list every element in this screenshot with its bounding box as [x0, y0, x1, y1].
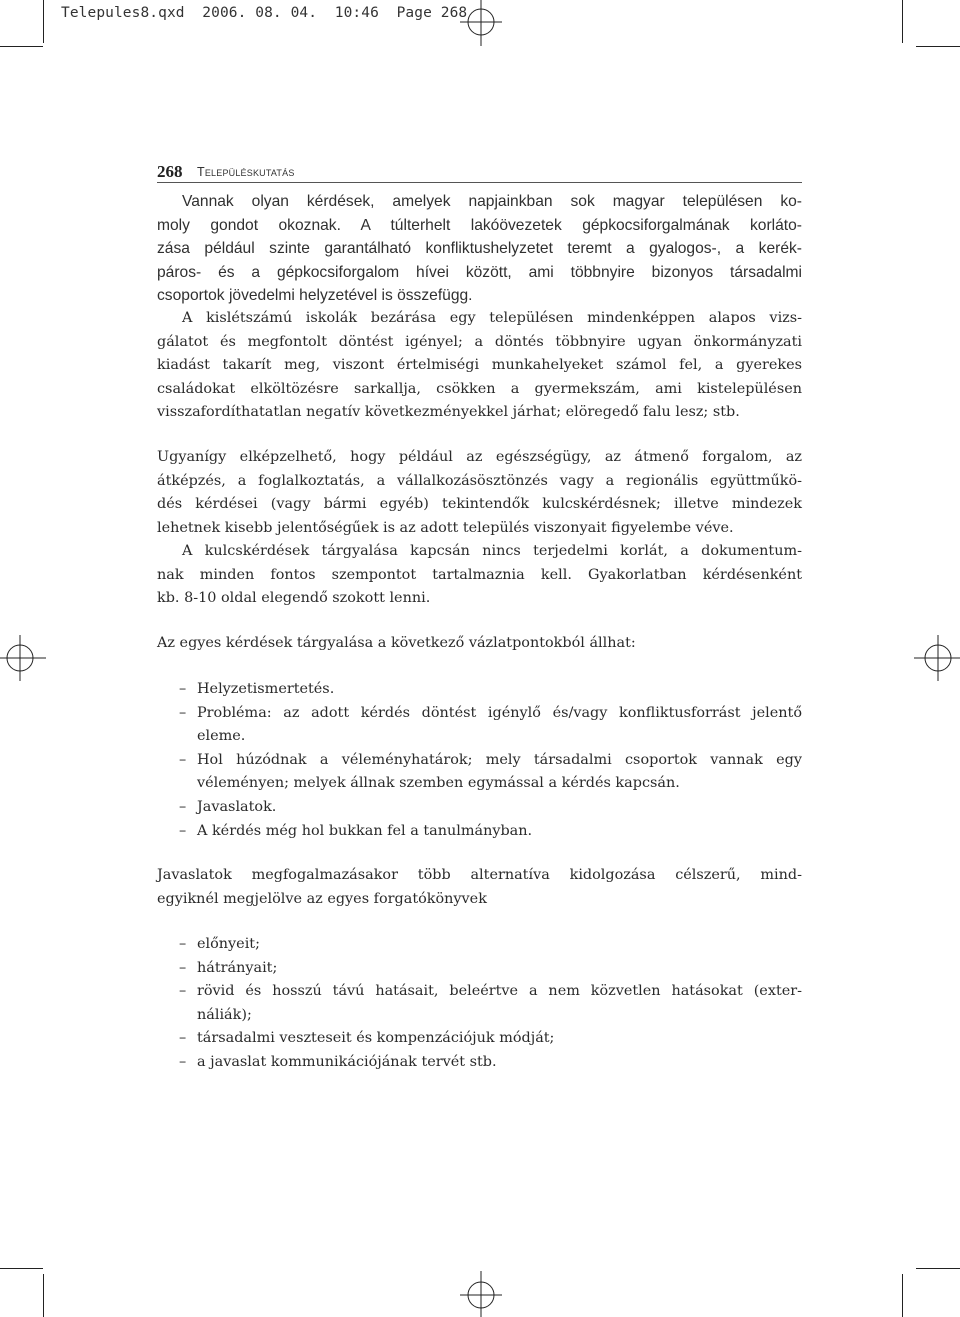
text-line: csoportok jövedelmi helyzetével is összefügg.: [157, 287, 473, 305]
crop-mark-bottom-left-v: [43, 1274, 44, 1317]
list-item-text: Javaslatok.: [197, 798, 277, 815]
list-item-line: [157, 702, 802, 726]
text-line: nak minden fontos szempontot tartalmaznia kell. Gyakorlatban kérdésenként: [157, 566, 802, 583]
dash-bullet: –: [179, 1053, 187, 1070]
text-line: gálatot és megfontolt döntést igényel; a döntés többnyire ugyan önkormányzati: [157, 333, 802, 350]
text-line: Vannak olyan kérdések, amelyek napjainkban sok magyar településen ko-: [182, 193, 802, 210]
text-line: dés kérdései (vagy bármi egyéb) tekintendők kulcskérdésnek; illetve mindezek: [157, 496, 802, 513]
list-item-line: [157, 1027, 802, 1051]
list-2-intro: [157, 864, 802, 911]
list-item: [157, 1051, 802, 1075]
list-item: [157, 796, 802, 820]
text-line: Javaslatok megfogalmazásakor több alternatíva kidolgozása célszerű, mind-: [157, 867, 802, 883]
crop-mark-bottom-right-v: [902, 1274, 903, 1317]
paragraph-2: [157, 307, 802, 425]
list-item-line: [157, 933, 802, 957]
text-line: A kulcskérdések tárgyalása kapcsán nincs terjedelmi korlát, a dokumentum-: [182, 543, 802, 559]
registration-mark-left: [0, 635, 46, 681]
list-item-text: a javaslat kommunikációjának tervét stb.: [197, 1053, 497, 1070]
dash-bullet: –: [179, 1030, 187, 1047]
text-line: kb. 8-10 oldal elegendő szokott lenni.: [157, 590, 431, 607]
list-item-line: [157, 1051, 802, 1075]
list-item-text: hátrányait;: [197, 959, 278, 976]
slug-page: Page 268: [396, 5, 468, 21]
list-item-line: eleme.: [197, 728, 246, 745]
crop-mark-top-left-v: [43, 0, 44, 43]
text-line: moly gondot okoznak. A túlterhelt lakóövezetek gépkocsiforgalmának korláto-: [157, 216, 802, 234]
slug-date: 2006. 08. 04.: [202, 5, 318, 21]
list-item-line: náliák);: [197, 1006, 252, 1023]
text-line: páros- és a gépkocsiforgalom hívei között, ami többnyire bizonyos társadalmi: [157, 263, 802, 281]
list-item: [157, 820, 802, 844]
dash-bullet: –: [179, 822, 187, 839]
list-item: [157, 678, 802, 702]
list-item-line: [157, 678, 802, 702]
dash-bullet: –: [179, 681, 187, 697]
dash-bullet: –: [179, 936, 187, 952]
list-1: [157, 678, 802, 843]
list-item: [157, 933, 802, 957]
printer-slug: [61, 5, 467, 21]
list-item-text: társadalmi veszteseit és kompenzációjuk módját;: [197, 1030, 555, 1047]
paragraph-1: [157, 190, 802, 308]
text-line: A kislétszámú iskolák bezárása egy településen mindenképpen alapos vizs-: [182, 310, 802, 326]
crop-mark-top-right-v: [902, 0, 903, 43]
text-line: Ugyanígy elképzelhető, hogy például az egészségügy, az átmenő forgalom, az: [157, 449, 802, 465]
text-line: zása például szinte garantálható konfliktushelyzetet teremt a gyalogos-, a kerék-: [157, 240, 802, 258]
dash-bullet: –: [179, 959, 187, 976]
text-line: kiadást takarít meg, viszont értelmiségi munkahelyeket számol fel, a gyerekes: [157, 357, 802, 374]
dash-bullet: –: [179, 751, 187, 768]
list-item-line: [157, 980, 802, 1004]
crop-mark-bottom-right-h: [916, 1268, 960, 1269]
list-item-text: Helyzetismertetés.: [197, 681, 335, 697]
registration-mark-right: [914, 635, 960, 681]
slug-file: Telepules8.qxd: [61, 5, 185, 21]
list-item-line: [157, 749, 802, 773]
list-item-line: [157, 820, 802, 844]
list-item-text: Probléma: az adott kérdés döntést igénylő és/vagy konfliktusforrást jelentő: [197, 704, 802, 721]
list-item-text: rövid és hosszú távú hatásait, beleértve a nem közvetlen hatásokat (exter-: [197, 983, 802, 1000]
dash-bullet: –: [179, 798, 187, 815]
dash-bullet: –: [179, 983, 187, 1000]
registration-mark-top: [460, 0, 502, 46]
section-title: Településkutatás: [197, 165, 295, 179]
text-line: lehetnek kisebb jelentőségűek is az adott település viszonyait figyelembe véve.: [157, 519, 734, 536]
crop-mark-top-left-h: [0, 46, 43, 47]
paragraph-3: [157, 446, 802, 540]
list-item: [157, 980, 802, 1027]
list-item-text: Hol húzódnak a véleményhatárok; mely társadalmi csoportok vannak egy: [197, 751, 802, 768]
list-item: [157, 749, 802, 796]
crop-mark-top-right-h: [916, 46, 960, 47]
text-line: átképzés, a foglalkoztatás, a vállalkozásösztönzés vagy a regionális együttműkö-: [157, 472, 802, 489]
text-line: visszafordíthatatlan negatív következményekkel járhat; elöregedő falu lesz; stb.: [157, 404, 740, 421]
list-2: [157, 933, 802, 1075]
list-item-text: A kérdés még hol bukkan fel a tanulmányban.: [197, 822, 533, 839]
text-line: családokat elköltözésre sarkallja, csökken a gyermekszám, ami kistelepülésen: [157, 380, 802, 397]
list-item: [157, 702, 802, 749]
registration-mark-bottom: [460, 1271, 502, 1317]
list-item: [157, 1027, 802, 1051]
list-1-intro: [157, 632, 802, 656]
list-item-text: előnyeit;: [197, 936, 260, 952]
paragraph-4: [157, 540, 802, 611]
page-number: 268: [157, 162, 183, 181]
slug-time: 10:46: [334, 5, 379, 21]
dash-bullet: –: [179, 704, 187, 721]
list-item-line: [157, 796, 802, 820]
list-item-line: [157, 957, 802, 981]
running-head: [157, 160, 802, 183]
text-line: egyiknél megjelölve az egyes forgatókönyvek: [157, 890, 487, 907]
text-line: Az egyes kérdések tárgyalása a következő vázlatpontokból állhat:: [157, 635, 636, 651]
list-item-line: véleményen; melyek állnak szemben egymással a kérdés kapcsán.: [197, 775, 680, 792]
list-item: [157, 957, 802, 981]
crop-mark-bottom-left-h: [0, 1268, 43, 1269]
